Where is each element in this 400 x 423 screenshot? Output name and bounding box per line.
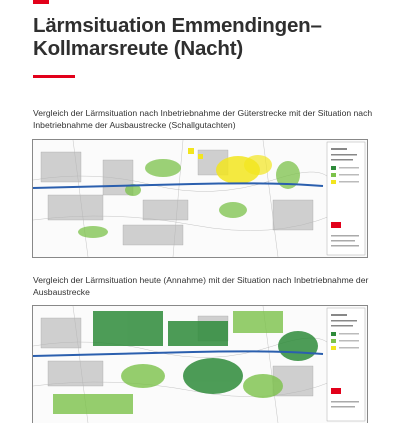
noise-map-2 [33, 306, 367, 423]
page-title [33, 14, 373, 60]
title-line-2: Kollmarsreute (Nacht) [33, 37, 243, 60]
accent-bar [33, 0, 49, 4]
map-caption-1: Vergleich der Lärmsituation nach Inbetriebnahme der Güterstrecke mit der Situation nach Inbetriebnahme der Ausbaustrecke (Schallgutachten) [33, 108, 373, 130]
noise-map-1 [33, 140, 367, 257]
title-underline [33, 75, 75, 78]
map-caption-2: Vergleich der Lärmsituation heute (Annahme) mit der Situation nach Inbetriebnahme der Ausbaustrecke [33, 275, 369, 297]
title-line-1: Lärmsituation Emmendingen– [33, 14, 322, 37]
